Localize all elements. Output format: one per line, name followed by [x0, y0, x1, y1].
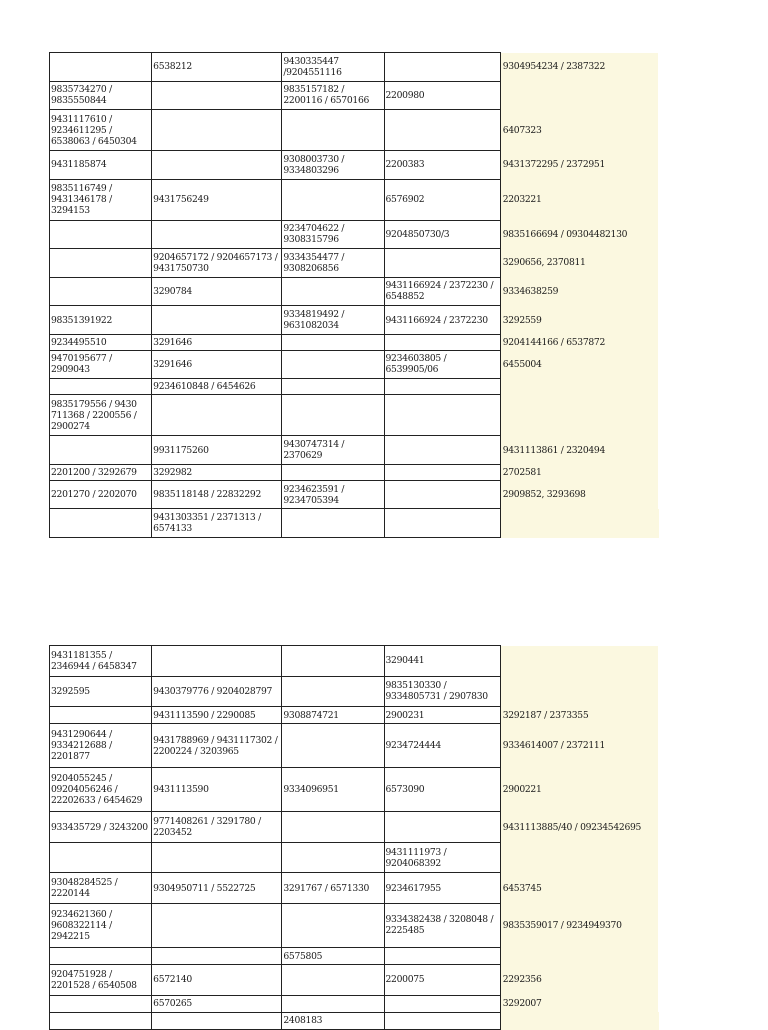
table-row — [50, 277, 659, 306]
table-cell — [384, 480, 500, 509]
table-cell — [152, 220, 282, 249]
table-cell: 9431290644 / 9334212688 / 2201877 — [50, 724, 152, 768]
table-cell — [282, 903, 384, 947]
table-cell — [152, 306, 282, 335]
table-cell: 6407323 — [500, 110, 658, 151]
table-cell: 3292982 — [152, 464, 282, 480]
table-cell: 3291646 — [152, 350, 282, 379]
table-cell: 9431303351 / 2371313 / 6574133 — [152, 509, 282, 538]
table-row — [50, 110, 659, 151]
table-cell: 9431111973 / 9204068392 — [384, 842, 500, 873]
table-row — [50, 395, 659, 436]
table-cell — [282, 277, 384, 306]
phone-table-2 — [49, 645, 659, 1030]
table-cell — [152, 947, 282, 964]
table-cell: 2201200 / 3292679 — [50, 464, 152, 480]
table-row — [50, 995, 659, 1012]
table-row — [50, 220, 659, 249]
table-cell: 9308874721 — [282, 707, 384, 724]
table-row — [50, 249, 659, 278]
table-cell — [282, 676, 384, 707]
table-row — [50, 812, 659, 843]
table-cell: 3290784 — [152, 277, 282, 306]
table-cell: 98351391922 — [50, 306, 152, 335]
table-cell: 3290656, 2370811 — [500, 249, 658, 278]
table-row — [50, 947, 659, 964]
table-cell: 9234617955 — [384, 873, 500, 904]
table-row — [50, 306, 659, 335]
phone-table-1 — [49, 52, 659, 538]
table-cell — [282, 995, 384, 1012]
table-cell: 9234603805 / 6539905/06 — [384, 350, 500, 379]
table-cell — [500, 947, 658, 964]
table-cell — [282, 842, 384, 873]
table-cell: 6538212 — [152, 53, 282, 82]
table-cell — [282, 509, 384, 538]
table-row — [50, 53, 659, 82]
table-cell: 9234704622 / 9308315796 — [282, 220, 384, 249]
table-cell: 9431166924 / 2372230 — [384, 306, 500, 335]
table-cell: 2292356 — [500, 965, 658, 996]
table-cell: 9931175260 — [152, 436, 282, 465]
table-cell: 9430335447 /9204551116 — [282, 53, 384, 82]
table-row — [50, 334, 659, 350]
table-cell: 9835734270 / 9835550844 — [50, 81, 152, 110]
table-cell — [152, 903, 282, 947]
table-cell: 9334638259 — [500, 277, 658, 306]
table-cell: 2900231 — [384, 707, 500, 724]
table-cell — [50, 436, 152, 465]
table-cell: 93048284525 / 2220144 — [50, 873, 152, 904]
table-cell: 2900221 — [500, 768, 658, 812]
table-cell — [152, 646, 282, 677]
table-row — [50, 1012, 659, 1029]
table-cell — [384, 509, 500, 538]
table-row — [50, 379, 659, 395]
table-cell: 9835118148 / 22832292 — [152, 480, 282, 509]
table-cell: 9234610848 / 6454626 — [152, 379, 282, 395]
table-cell: 9835116749 / 9431346178 / 3294153 — [50, 179, 152, 220]
table-row — [50, 480, 659, 509]
table-cell: 9431185874 — [50, 151, 152, 180]
table-cell: 9835359017 / 9234949370 — [500, 903, 658, 947]
table-cell: 9204055245 / 09204056246 / 22202633 / 6454629 — [50, 768, 152, 812]
table-cell: 9431756249 — [152, 179, 282, 220]
table-cell — [500, 379, 658, 395]
table-cell — [282, 395, 384, 436]
table-row — [50, 179, 659, 220]
table-cell: 3292007 — [500, 995, 658, 1012]
table-row — [50, 350, 659, 379]
table-cell: 6453745 — [500, 873, 658, 904]
table-cell — [500, 509, 658, 538]
table-cell: 9431113590 / 2290085 — [152, 707, 282, 724]
table-cell: 9234621360 / 9608322114 / 2942215 — [50, 903, 152, 947]
table-body — [50, 646, 659, 1030]
table-cell — [50, 995, 152, 1012]
table-cell: 6572140 — [152, 965, 282, 996]
table-cell — [50, 53, 152, 82]
table-cell — [384, 334, 500, 350]
table-cell — [152, 81, 282, 110]
table-cell: 9835179556 / 9430 711368 / 2200556 / 2900274 — [50, 395, 152, 436]
table-cell: 9334819492 / 9631082034 — [282, 306, 384, 335]
table-cell — [50, 842, 152, 873]
table-cell — [500, 81, 658, 110]
table-row — [50, 81, 659, 110]
table-cell: 6573090 — [384, 768, 500, 812]
table-row — [50, 903, 659, 947]
table-cell: 9431113590 — [152, 768, 282, 812]
table-cell — [282, 812, 384, 843]
table-cell: 9204144166 / 6537872 — [500, 334, 658, 350]
table-cell: 3290441 — [384, 646, 500, 677]
table-cell: 6576902 — [384, 179, 500, 220]
table-cell — [152, 1012, 282, 1029]
table-cell — [152, 395, 282, 436]
table-cell: 9234495510 — [50, 334, 152, 350]
table-cell: 2200383 — [384, 151, 500, 180]
table-cell: 2200980 — [384, 81, 500, 110]
table-cell: 9430379776 / 9204028797 — [152, 676, 282, 707]
table-cell: 9234724444 — [384, 724, 500, 768]
table-cell: 9308003730 / 9334803296 — [282, 151, 384, 180]
table-cell: 2200075 — [384, 965, 500, 996]
table-cell: 3291646 — [152, 334, 282, 350]
table-cell: 9431113885/40 / 09234542695 — [500, 812, 658, 843]
table-cell: 9204751928 / 2201528 / 6540508 — [50, 965, 152, 996]
table-row — [50, 768, 659, 812]
table-cell: 9470195677 / 2909043 — [50, 350, 152, 379]
table-cell: 2408183 — [282, 1012, 384, 1029]
table-cell: 9204657172 / 9204657173 / 9431750730 — [152, 249, 282, 278]
table-cell: 9431166924 / 2372230 / 6548852 — [384, 277, 500, 306]
table-row — [50, 464, 659, 480]
table-cell: 3291767 / 6571330 — [282, 873, 384, 904]
table-cell: 3292559 — [500, 306, 658, 335]
table-cell: 6455004 — [500, 350, 658, 379]
table-cell — [50, 379, 152, 395]
table-cell — [50, 1012, 152, 1029]
table-row — [50, 965, 659, 996]
table-cell — [384, 395, 500, 436]
table-cell — [152, 151, 282, 180]
table-cell — [282, 646, 384, 677]
table-row — [50, 676, 659, 707]
table-cell — [384, 436, 500, 465]
table-cell: 9431117610 / 9234611295 / 6538063 / 6450304 — [50, 110, 152, 151]
table-cell — [282, 110, 384, 151]
table-cell — [384, 1012, 500, 1029]
table-cell — [500, 676, 658, 707]
table-cell: 9334382438 / 3208048 / 2225485 — [384, 903, 500, 947]
table-cell — [384, 249, 500, 278]
table-cell — [50, 509, 152, 538]
table-cell: 2203221 — [500, 179, 658, 220]
table-cell: 9431788969 / 9431117302 / 2200224 / 3203965 — [152, 724, 282, 768]
table-cell — [384, 53, 500, 82]
table-body — [50, 53, 659, 538]
table-cell — [282, 379, 384, 395]
table-cell — [384, 995, 500, 1012]
table-cell: 9234623591 / 9234705394 — [282, 480, 384, 509]
table-cell: 3292187 / 2373355 — [500, 707, 658, 724]
table-cell: 3292595 — [50, 676, 152, 707]
table-cell: 6570265 — [152, 995, 282, 1012]
table-cell — [282, 965, 384, 996]
table-cell: 9835157182 / 2200116 / 6570166 — [282, 81, 384, 110]
table-row — [50, 724, 659, 768]
table-cell — [282, 350, 384, 379]
table-cell: 9334614007 / 2372111 — [500, 724, 658, 768]
table-cell: 9431372295 / 2372951 — [500, 151, 658, 180]
table-cell: 9430747314 / 2370629 — [282, 436, 384, 465]
table-cell — [282, 724, 384, 768]
table-cell: 933435729 / 3243200 — [50, 812, 152, 843]
table-cell — [50, 947, 152, 964]
table-cell: 2909852, 3293698 — [500, 480, 658, 509]
table-cell: 9771408261 / 3291780 / 2203452 — [152, 812, 282, 843]
table-cell: 2702581 — [500, 464, 658, 480]
table-cell — [500, 842, 658, 873]
table-cell — [384, 812, 500, 843]
table-row — [50, 436, 659, 465]
table-cell — [152, 842, 282, 873]
table-cell: 2201270 / 2202070 — [50, 480, 152, 509]
table-cell — [50, 707, 152, 724]
table-cell: 9835166694 / 09304482130 — [500, 220, 658, 249]
table-cell: 9334354477 / 9308206856 — [282, 249, 384, 278]
table-cell — [384, 947, 500, 964]
table-row — [50, 707, 659, 724]
table-cell: 9835130330 / 9334805731 / 2907830 — [384, 676, 500, 707]
table-cell — [500, 646, 658, 677]
table-cell — [384, 464, 500, 480]
table-cell — [500, 395, 658, 436]
table-cell: 9431113861 / 2320494 — [500, 436, 658, 465]
table-cell: 9334096951 — [282, 768, 384, 812]
table-cell — [50, 220, 152, 249]
table-cell — [384, 110, 500, 151]
table-cell: 9431181355 / 2346944 / 6458347 — [50, 646, 152, 677]
table-cell: 9304954234 / 2387322 — [500, 53, 658, 82]
table-row — [50, 646, 659, 677]
table-row — [50, 873, 659, 904]
table-cell — [282, 179, 384, 220]
table-cell: 6575805 — [282, 947, 384, 964]
table-cell — [50, 277, 152, 306]
table-cell: 9304950711 / 5522725 — [152, 873, 282, 904]
table-cell: 9204850730/3 — [384, 220, 500, 249]
table-cell — [500, 1012, 658, 1029]
table-row — [50, 509, 659, 538]
table-cell — [282, 464, 384, 480]
table-cell — [282, 334, 384, 350]
table-cell — [50, 249, 152, 278]
table-cell — [152, 110, 282, 151]
table-row — [50, 151, 659, 180]
table-cell — [384, 379, 500, 395]
table-row — [50, 842, 659, 873]
